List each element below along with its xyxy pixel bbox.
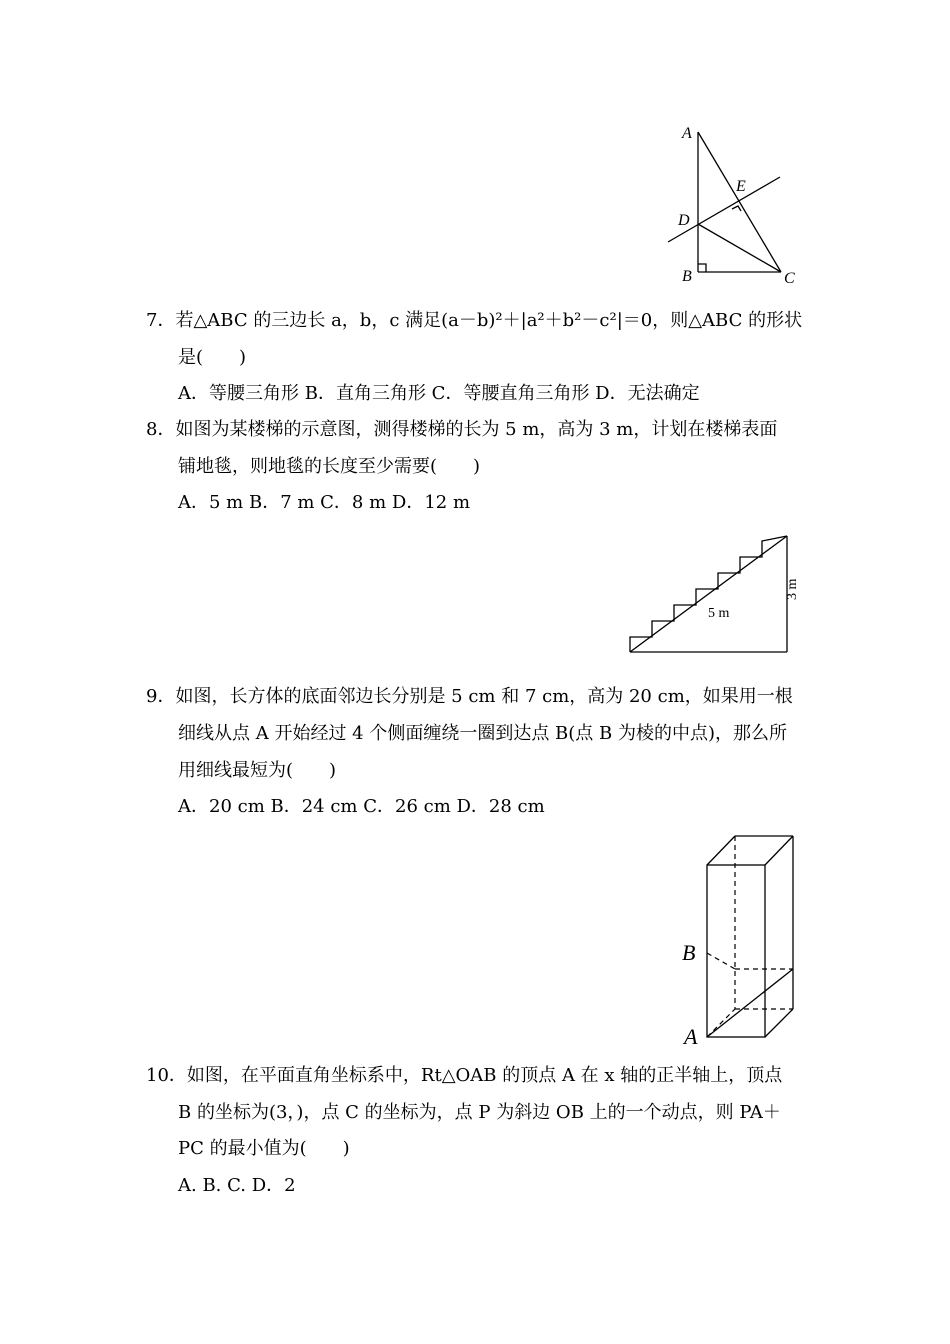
triangle-abc-figure [660, 118, 810, 290]
q8-line1: 8．如图为某楼梯的示意图，测得楼梯的长为 5 m，高为 3 m，计划在楼梯表面 [146, 419, 778, 440]
q7-line1: 7．若△ABC 的三边长 a，b，c 满足(a－b)²＋|a²＋b²－c²|＝0，则△ABC 的形状 [146, 310, 803, 331]
staircase-figure [620, 528, 810, 658]
q9-line1: 9．如图，长方体的底面邻边长分别是 5 cm 和 7 cm，高为 20 cm，如果用一根 [146, 686, 793, 707]
q9-options: A．20 cm B．24 cm C．26 cm D．28 cm [178, 796, 545, 817]
stairs-length-label: 5 m [708, 606, 730, 621]
q10-options: A. B. C. D．2 [178, 1175, 296, 1196]
q10-line2: B 的坐标为(3，)，点 C 的坐标为，点 P 为斜边 OB 上的一个动点，则 PA＋ [178, 1102, 781, 1123]
cuboid-label-b: B [682, 940, 696, 965]
label-c: C [784, 270, 795, 287]
label-e: E [736, 178, 746, 195]
label-d: D [678, 212, 690, 229]
stairs-height-label: 3 m [785, 578, 800, 600]
q7-line2: 是( ) [178, 347, 247, 368]
q8-line2: 铺地毯，则地毯的长度至少需要( ) [178, 456, 481, 477]
cuboid-figure [678, 828, 808, 1050]
q10-line3: PC 的最小值为( ) [178, 1138, 350, 1159]
q9-line2: 细线从点 A 开始经过 4 个侧面缠绕一圈到达点 B(点 B 为棱的中点)，那么所 [178, 723, 787, 744]
q10-line1: 10．如图，在平面直角坐标系中，Rt△OAB 的顶点 A 在 x 轴的正半轴上，顶点 [146, 1065, 783, 1086]
q8-options: A．5 m B．7 m C．8 m D．12 m [178, 492, 471, 513]
cuboid-label-a: A [684, 1024, 698, 1049]
q7-options: A．等腰三角形 B．直角三角形 C．等腰直角三角形 D．无法确定 [178, 383, 700, 404]
label-a: A [682, 125, 692, 142]
label-b: B [682, 268, 692, 285]
q9-line3: 用细线最短为( ) [178, 760, 337, 781]
